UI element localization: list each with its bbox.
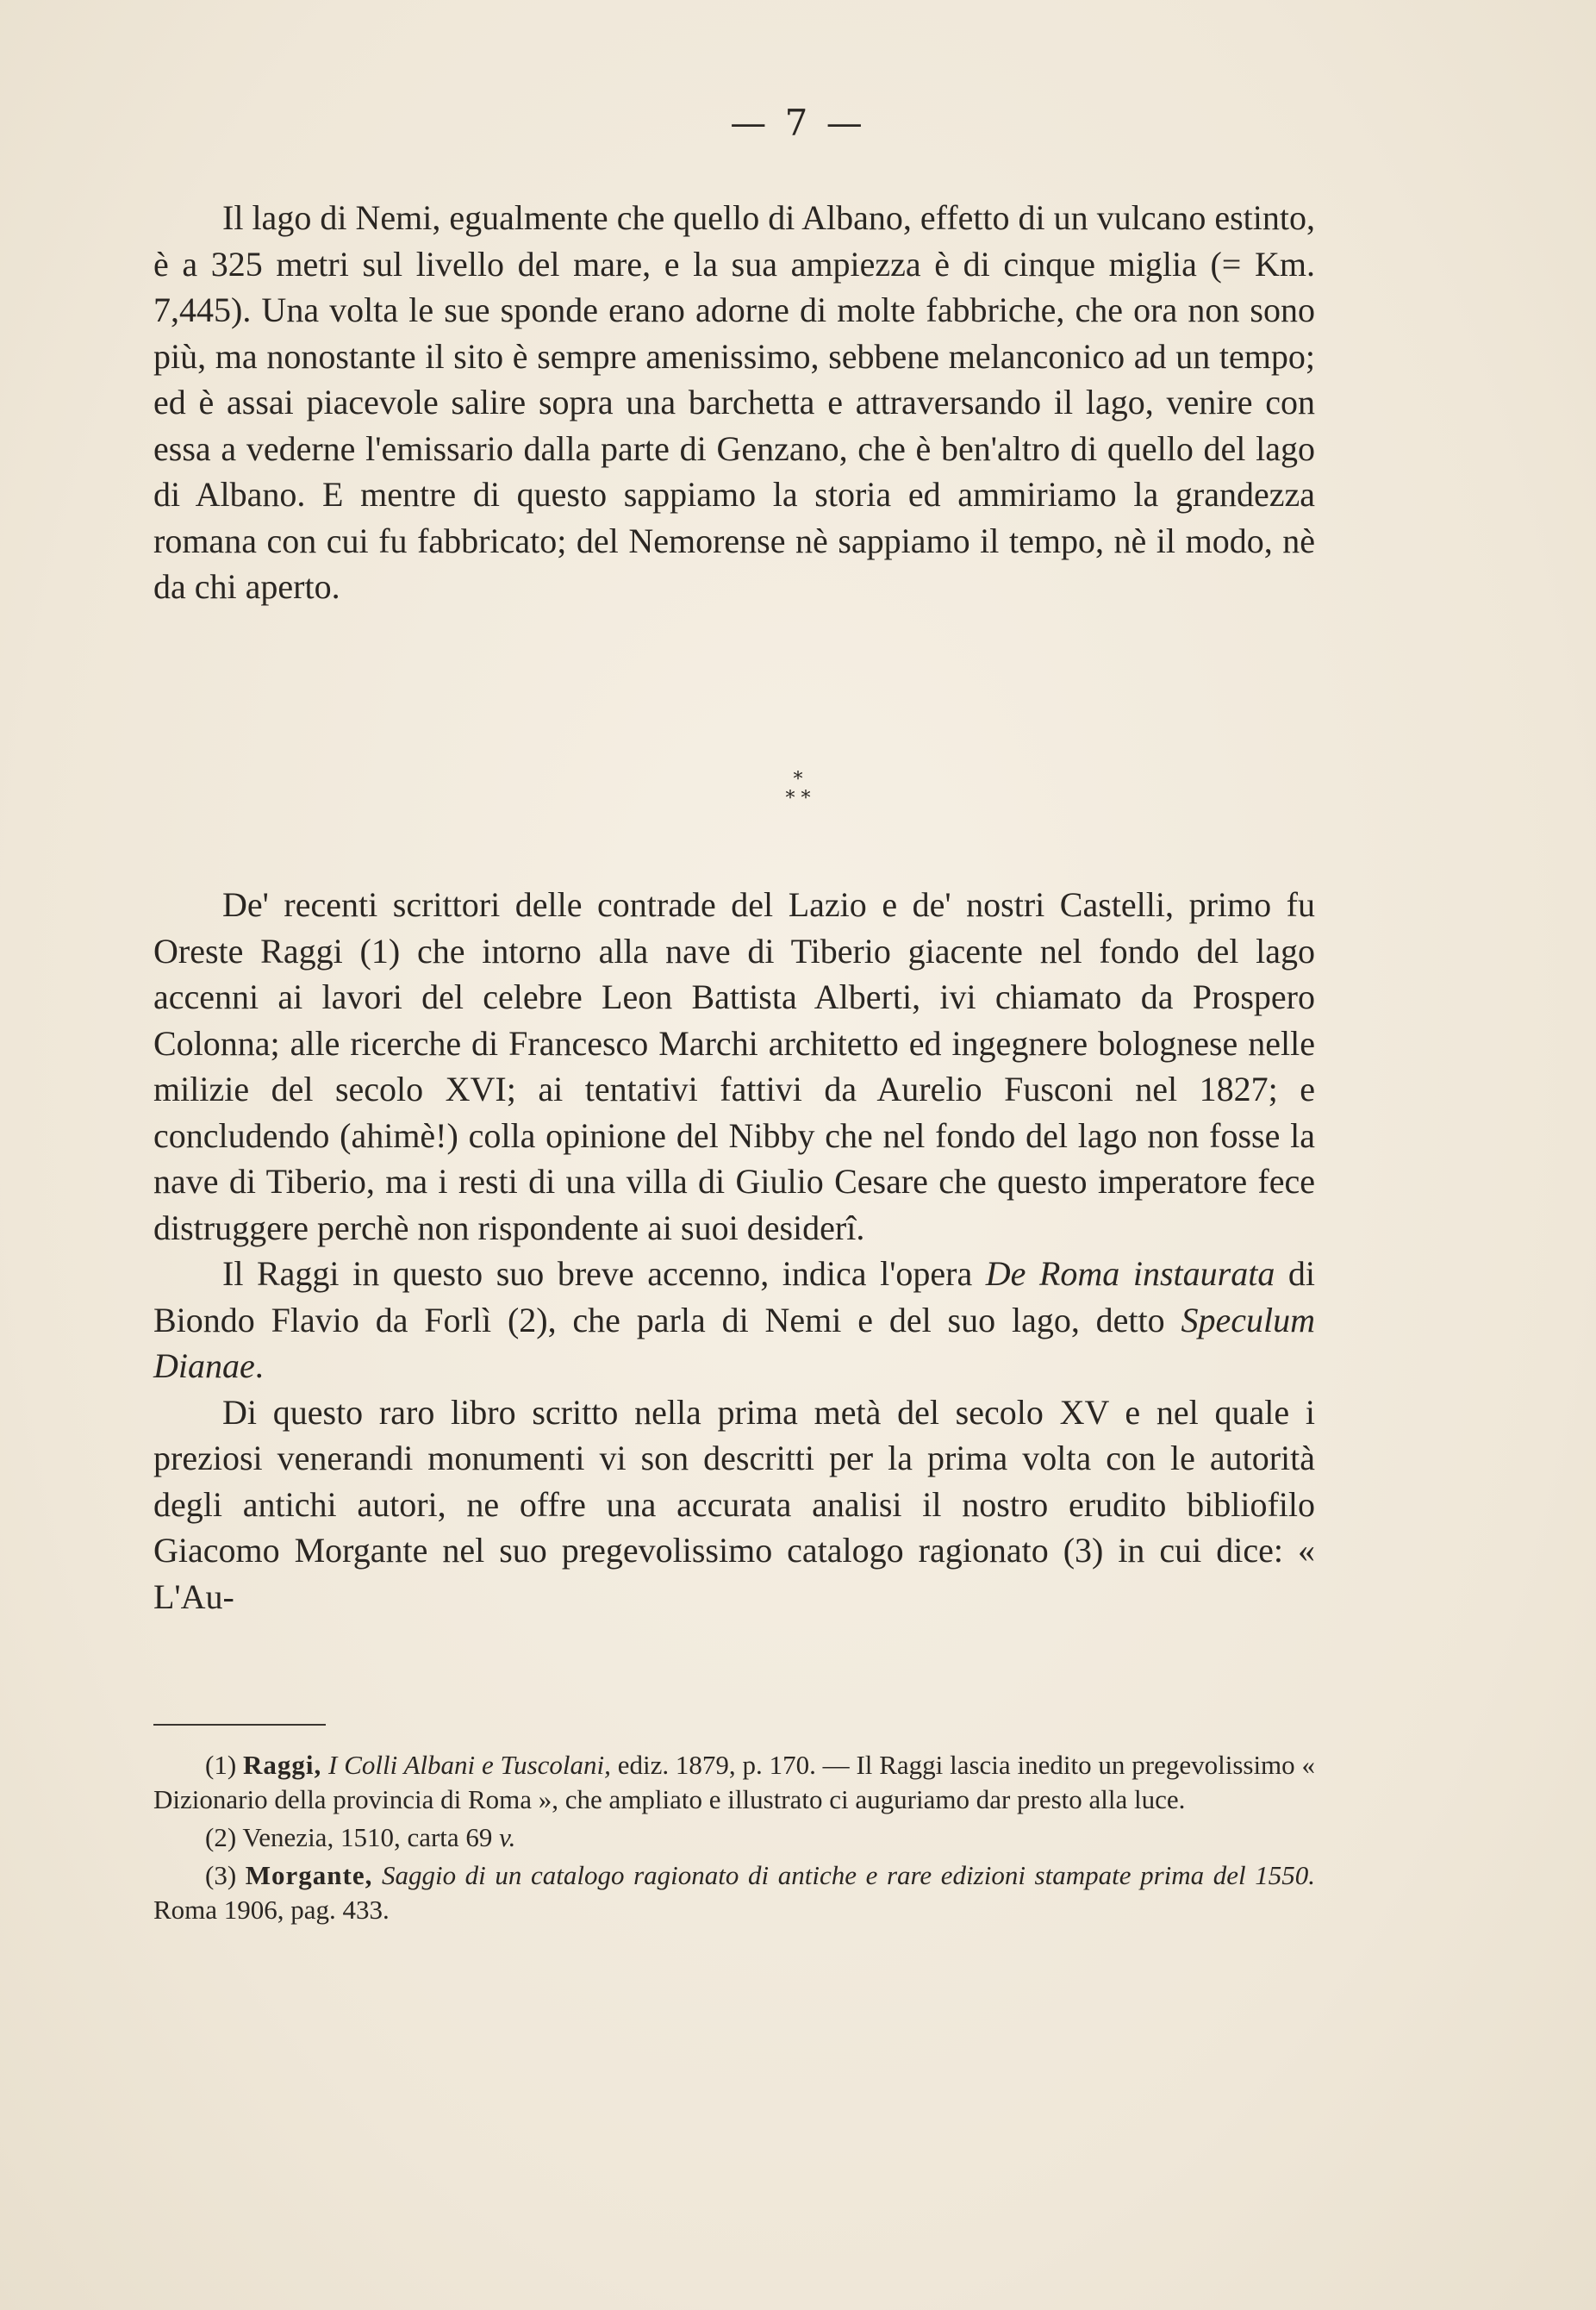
book-title-speculum: Speculum Dianae (153, 1300, 1315, 1385)
footnote-3-author: Morgante, (245, 1860, 373, 1890)
book-title-de-roma: De Roma instaurata (985, 1254, 1275, 1293)
paragraph-rare-book: Di questo raro libro scritto nella prima metà del secolo XV e nel quale i preziosi venerandi monumenti vi son descritti per la prima volta con le autorità degli antichi autori, ne offre una accurata analisi il nostro erudito bibliofilo Giacomo Morgante nel suo pregevolissimo catalogo ragionato (3) in cui dice: « L'Au- (153, 1392, 1315, 1616)
para3-middle: di Biondo Flavio da Forlì (2), che parla di Nemi e del suo lago, detto (153, 1254, 1315, 1339)
footnote-divider (153, 1724, 326, 1726)
opening-paragraph-block (153, 195, 1315, 610)
paragraph-recent-writers: De' recenti scrittori delle contrade del Lazio e de' nostri Castelli, primo fu Oreste Raggi (1) che intorno alla nave di Tiberio giacente nel fondo del lago accenni ai lavori del celebre Leon Battista Alberti, ivi chiamato da Prospero Colonna; alle ricerche di Francesco Marchi architetto ed ingegnere bolognese nelle milizie del secolo XVI; ai tentativi fattivi da Aurelio Fusconi nel 1827; e concludendo (ahimè!) colla opinione del Nibby che nel fondo del lago non fosse la nave di Tiberio, ma i resti di una villa di Giulio Cesare che questo imperatore fece distruggere perchè non rispondente ai suoi desiderî. (153, 885, 1315, 1247)
footnote-1-mark: (1) (205, 1750, 243, 1780)
footnote-2-italic: v. (499, 1822, 516, 1852)
footnote-3-title: Saggio di un catalogo ragionato di antiche e rare edizioni stampate prima del 1550. (372, 1860, 1315, 1890)
para3-before: Il Raggi in questo suo breve accenno, indica l'opera (222, 1254, 986, 1293)
section-asterism (0, 771, 1596, 808)
main-text-block (153, 882, 1315, 1620)
footnote-3 (153, 1858, 1315, 1927)
footnote-2-text: (2) Venezia, 1510, carta 69 (205, 1822, 500, 1852)
page-number: — 7 — (730, 102, 866, 144)
footnotes (153, 1748, 1315, 1931)
footnote-1-author: Raggi, (242, 1750, 322, 1780)
footnote-1-rest: ediz. 1879, p. 170. — Il Raggi lascia inedito un pregevolissimo « Dizionario della provincia di Roma », che ampliato e illustrato ci auguriamo dar presto alla luce. (153, 1750, 1315, 1814)
para3-after: . (254, 1346, 264, 1385)
footnote-3-rest: Roma 1906, pag. 433. (153, 1895, 390, 1925)
asterism-top: * (793, 769, 803, 790)
footnote-1 (153, 1748, 1315, 1817)
paragraph-lake-nemi: Il lago di Nemi, egualmente che quello di Albano, effetto di un vulcano estinto, è a 325 metri sul livello del mare, e la sua ampiezza è di cinque miglia (= Km. 7,445). Una volta le sue sponde erano adorne di molte fabbriche, che ora non sono più, ma nonostante il sito è sempre amenissimo, sebbene melanconico ad un tempo; ed è assai piacevole salire sopra una barchetta e attraversando il lago, venire con essa a vederne l'emissario dalla parte di Genzano, che è ben'altro di quello del lago di Albano. E mentre di questo sappiamo la storia ed ammiriamo la grandezza romana con cui fu fabbricato; del Nemorense nè sappiamo il tempo, nè il modo, nè da chi aperto. (153, 198, 1315, 606)
footnote-3-mark: (3) (205, 1860, 246, 1890)
footnote-2 (153, 1820, 1315, 1855)
footnote-1-title: I Colli Albani e Tuscolani, (321, 1750, 611, 1780)
asterism-bottom: * * (785, 788, 811, 809)
paragraph-raggi (153, 1251, 1315, 1389)
